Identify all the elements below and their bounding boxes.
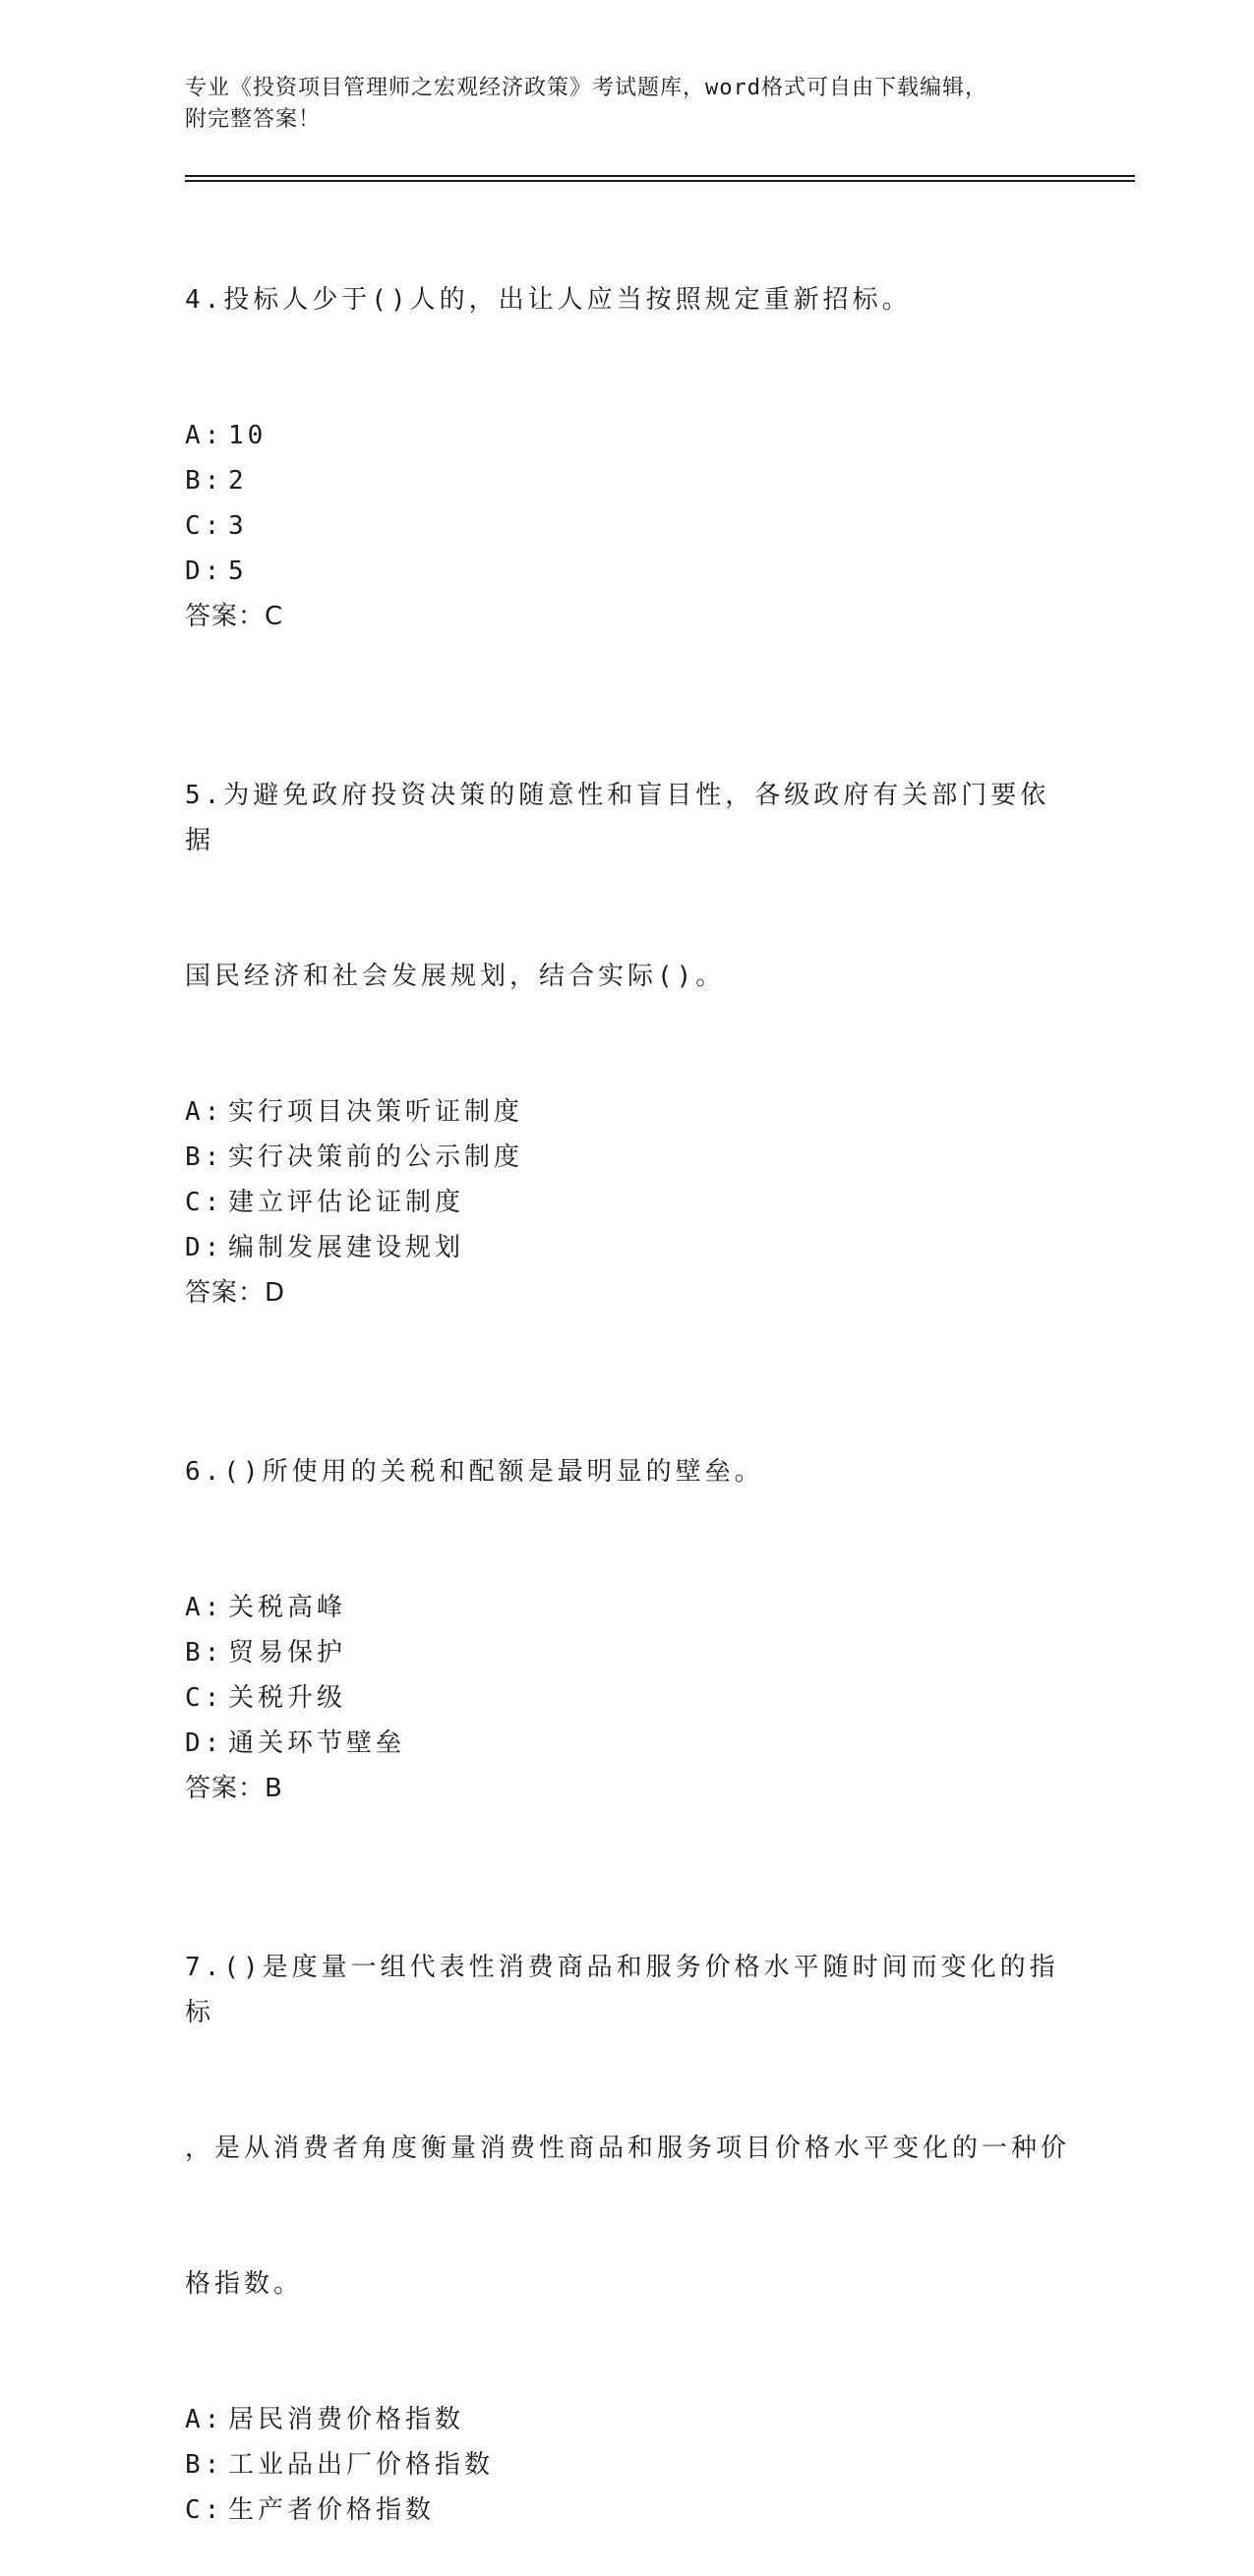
option-text: 通关环节壁垒 <box>228 1728 406 1758</box>
option-c <box>185 503 1070 549</box>
option-key: B: <box>185 1638 224 1668</box>
question-stem <box>185 187 1070 413</box>
option-a <box>185 2397 1070 2442</box>
header-line-2: 附完整答案！ <box>185 107 322 132</box>
option-d <box>185 549 1070 594</box>
header-divider-bottom <box>185 180 1135 182</box>
option-text: 建立评估论证制度 <box>228 1188 465 1217</box>
question-stem <box>185 1359 1070 1585</box>
option-text: 关税高峰 <box>228 1593 347 1622</box>
option-key: D: <box>185 556 224 586</box>
question-7 <box>185 1854 1070 2533</box>
option-text: 关税升级 <box>228 1683 347 1713</box>
header-divider-top <box>185 175 1135 177</box>
question-stem <box>185 1854 1070 2397</box>
question-4 <box>185 187 1070 639</box>
question-stem-line: 6.()所使用的关税和配额是最明显的壁垒。 <box>185 1457 764 1487</box>
option-d <box>185 1721 1070 1766</box>
question-stem-line: 国民经济和社会发展规划，结合实际()。 <box>185 962 726 991</box>
option-a <box>185 1585 1070 1630</box>
answer-line: 答案：B <box>185 1774 283 1803</box>
option-b <box>185 1135 1070 1180</box>
option-text: 实行决策前的公示制度 <box>228 1142 524 1172</box>
option-text: 实行项目决策听证制度 <box>228 1097 524 1127</box>
question-stem <box>185 682 1070 1089</box>
option-key: D: <box>185 1233 224 1262</box>
option-b <box>185 1630 1070 1675</box>
option-key: C: <box>185 1188 224 1217</box>
question-6 <box>185 1359 1070 1811</box>
option-c <box>185 1675 1070 1721</box>
option-key: C: <box>185 1683 224 1713</box>
option-text: 3 <box>228 511 248 541</box>
question-stem-line: 5.为避免政府投资决策的随意性和盲目性，各级政府有关部门要依据 <box>185 781 1050 855</box>
option-key: A: <box>185 421 224 450</box>
option-text: 居民消费价格指数 <box>228 2405 465 2434</box>
question-5 <box>185 682 1070 1316</box>
option-c <box>185 2488 1070 2533</box>
option-key: C: <box>185 511 224 541</box>
question-list <box>185 187 1070 2576</box>
option-d <box>185 1225 1070 1270</box>
option-key: B: <box>185 466 224 496</box>
option-b <box>185 458 1070 503</box>
option-key: A: <box>185 1593 224 1622</box>
option-text: 2 <box>228 466 248 496</box>
option-a <box>185 413 1070 458</box>
question-stem-line: 格指数。 <box>185 2269 304 2299</box>
option-text: 贸易保护 <box>228 1638 347 1668</box>
option-text: 10 <box>228 421 268 450</box>
question-stem-line: 4.投标人少于()人的，出让人应当按照规定重新招标。 <box>185 285 912 315</box>
option-a <box>185 1089 1070 1135</box>
question-stem-line: 7.()是度量一组代表性消费商品和服务价格水平随时间而变化的指标 <box>185 1953 1059 2027</box>
option-text: 5 <box>228 556 248 586</box>
option-key: A: <box>185 1097 224 1127</box>
answer-line: 答案：D <box>185 1278 286 1308</box>
option-text: 工业品出厂价格指数 <box>228 2450 495 2480</box>
option-b <box>185 2442 1070 2488</box>
option-key: D: <box>185 1728 224 1758</box>
answer-line: 答案：C <box>185 602 284 631</box>
question-stem-line: ，是从消费者角度衡量消费性商品和服务项目价格水平变化的一种价 <box>185 2134 1071 2163</box>
option-key: A: <box>185 2405 224 2434</box>
option-text: 生产者价格指数 <box>228 2495 436 2525</box>
option-c <box>185 1180 1070 1225</box>
document-header <box>185 73 1070 136</box>
option-text: 编制发展建设规划 <box>228 1233 465 1262</box>
option-key: B: <box>185 1142 224 1172</box>
header-line-1: 专业《投资项目管理师之宏观经济政策》考试题库，word格式可自由下载编辑， <box>185 76 987 100</box>
option-key: B: <box>185 2450 224 2480</box>
option-key: C: <box>185 2495 224 2525</box>
